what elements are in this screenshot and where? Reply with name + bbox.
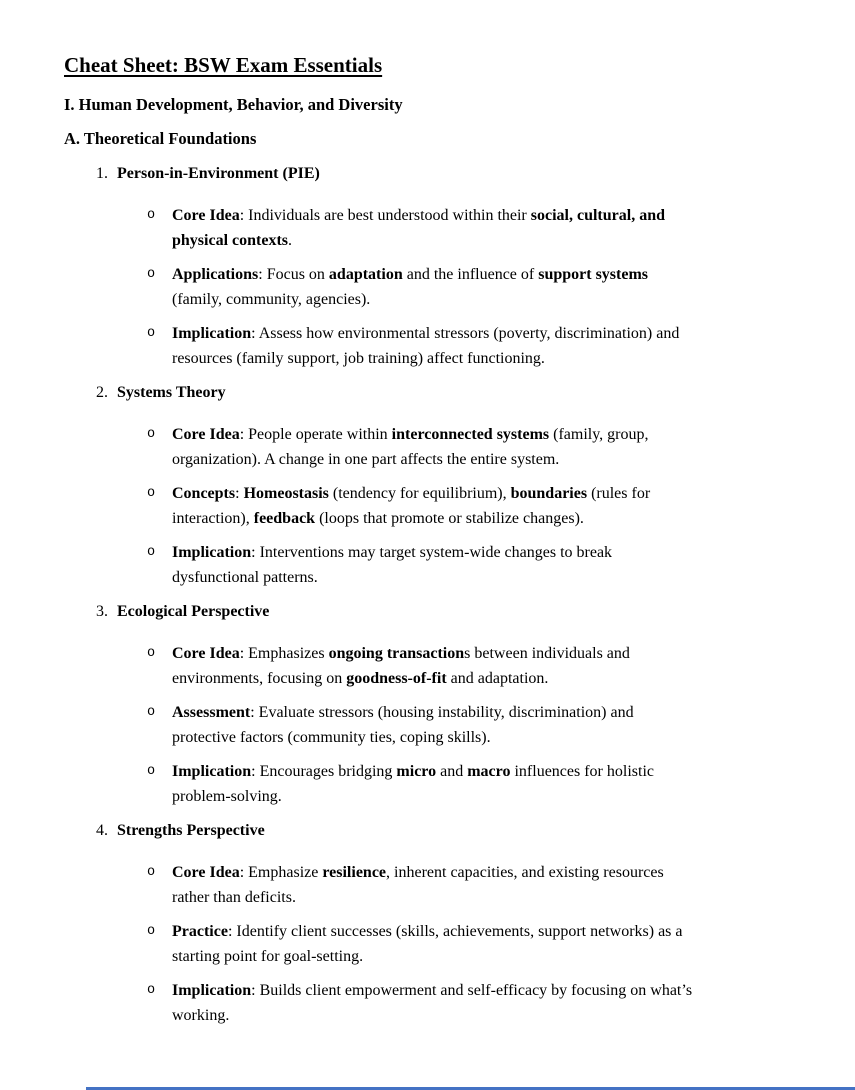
document-title: Cheat Sheet: BSW Exam Essentials [64,53,383,77]
bullet-text: Implication: Interventions may target system-wide changes to break dysfunctional patterns. [172,544,613,586]
item-title: Person-in-Environment (PIE) [117,165,320,182]
bullet-item [64,203,790,253]
section-heading-letter: A. Theoretical Foundations [64,129,257,148]
bullet-text: Core Idea: Emphasize resilience, inherent capacities, and existing resources rather than deficits. [172,864,664,906]
bullet-marker: o [147,705,156,720]
bullet-marker: o [147,983,156,998]
bullet-marker: o [147,267,156,282]
bullet-text: Core Idea: People operate within interconnected systems (family, group, organization). A change in one part affects the entire system. [172,426,649,468]
item-number: 1. [96,165,108,182]
item-number: 3. [96,603,108,620]
bullet-item [64,978,790,1028]
bullet-item [64,759,790,809]
numbered-item [64,818,790,843]
numbered-item [64,161,790,186]
bullet-text: Core Idea: Emphasizes ongoing transactions between individuals and environments, focusing on goodness-of-fit and adaptation. [172,645,630,687]
numbered-item [64,599,790,624]
bullet-marker: o [147,865,156,880]
section-heading-roman: I. Human Development, Behavior, and Diversity [64,95,403,114]
bullet-marker: o [147,545,156,560]
bullet-marker: o [147,427,156,442]
item-title: Strengths Perspective [117,822,265,839]
bullet-item [64,641,790,691]
bullet-marker: o [147,326,156,341]
bullet-item [64,422,790,472]
bullet-item [64,262,790,312]
bullet-text: Core Idea: Individuals are best understood within their social, cultural, and physical contexts. [172,207,665,249]
bullet-text: Implication: Builds client empowerment and self-efficacy by focusing on what’s working. [172,982,693,1024]
bullet-text: Practice: Identify client successes (skills, achievements, support networks) as a starting point for goal-setting. [172,923,683,965]
bullet-item [64,481,790,531]
bullet-marker: o [147,764,156,779]
bullet-text: Concepts: Homeostasis (tendency for equilibrium), boundaries (rules for interaction), feedback (loops that promote or stabilize changes). [172,485,651,527]
bullet-item [64,321,790,371]
bullet-text: Applications: Focus on adaptation and the influence of support systems (family, community, agencies). [172,266,649,308]
item-title: Ecological Perspective [117,603,270,620]
bullet-item [64,919,790,969]
bullet-item [64,540,790,590]
bullet-marker: o [147,486,156,501]
bullet-text: Assessment: Evaluate stressors (housing instability, discrimination) and protective factors (community ties, coping skills). [172,704,634,746]
item-title: Systems Theory [117,384,226,401]
numbered-item [64,380,790,405]
bullet-text: Implication: Encourages bridging micro and macro influences for holistic problem-solving. [172,763,654,805]
numbered-list [64,161,790,1028]
bullet-marker: o [147,924,156,939]
item-number: 4. [96,822,108,839]
item-number: 2. [96,384,108,401]
bullet-marker: o [147,208,156,223]
bullet-item [64,860,790,910]
bullet-text: Implication: Assess how environmental stressors (poverty, discrimination) and resources (family support, job training) affect functioning. [172,325,680,367]
bullet-marker: o [147,646,156,661]
bullet-item [64,700,790,750]
